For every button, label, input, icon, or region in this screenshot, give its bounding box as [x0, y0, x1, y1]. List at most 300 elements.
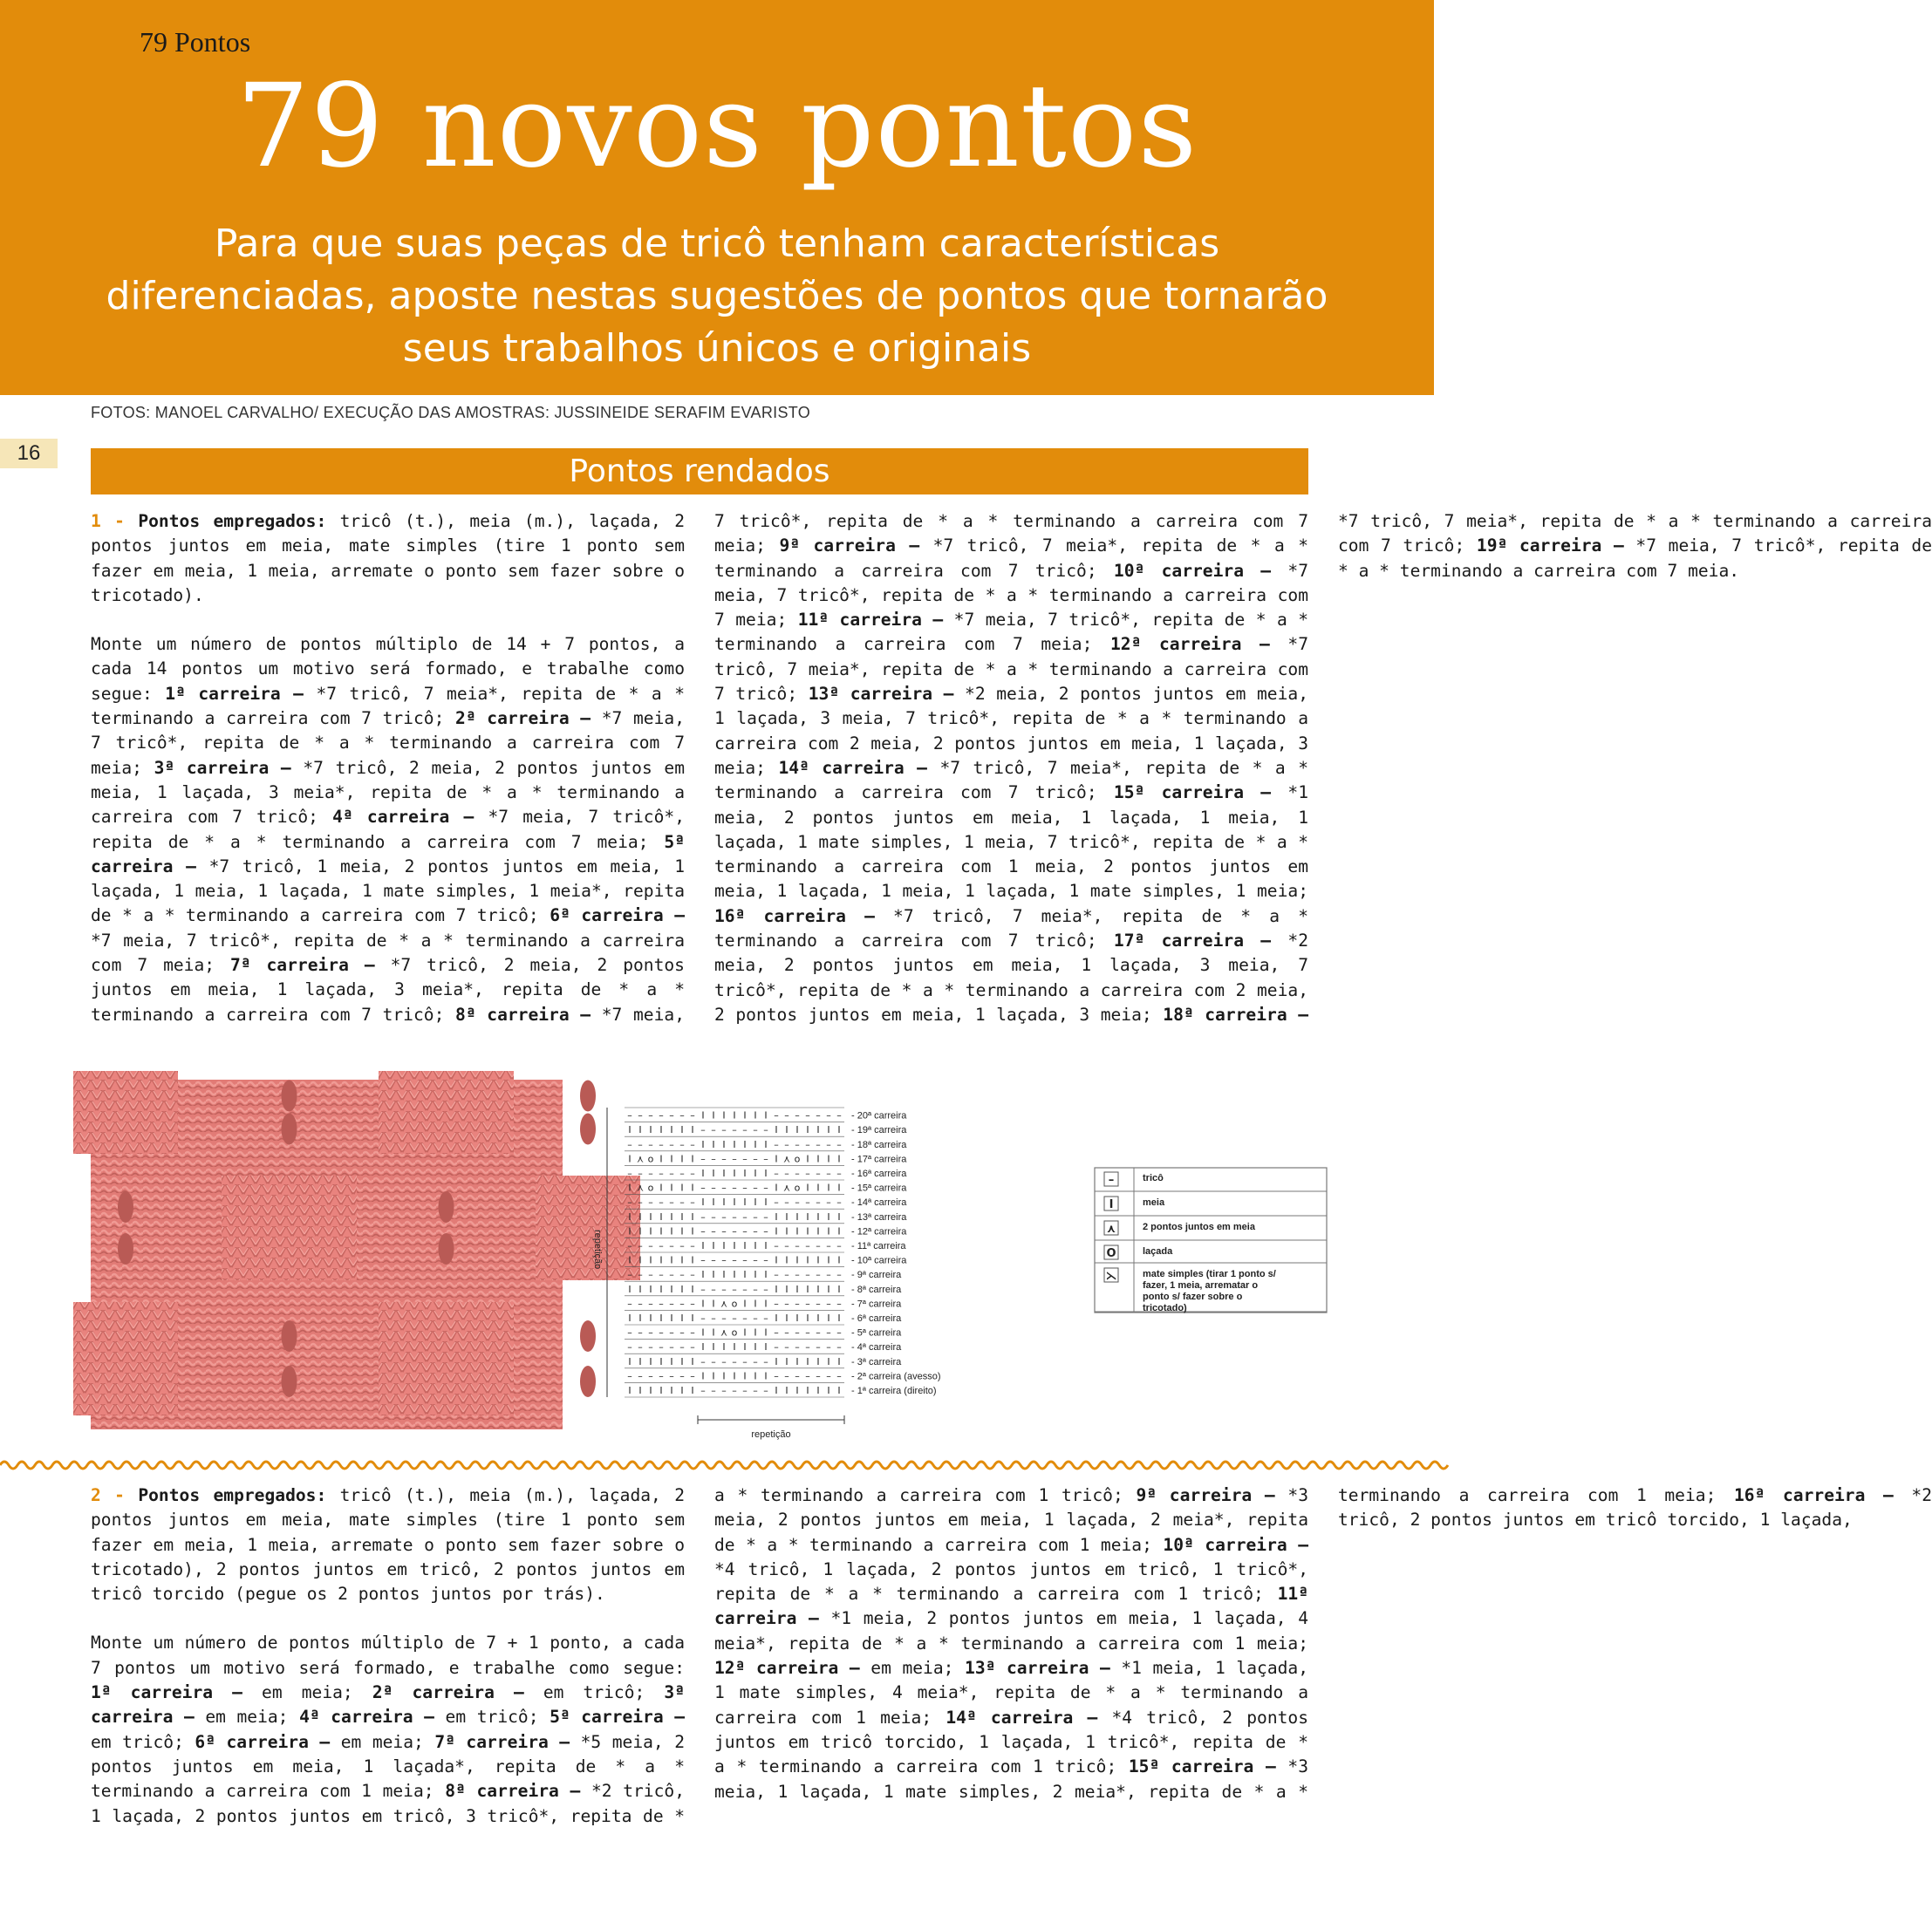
chart-stitch-symbol: ⋏: [720, 1326, 728, 1339]
chart-stitch-symbol: –: [690, 1341, 695, 1354]
chart-stitch-symbol: I: [649, 1254, 652, 1266]
chart-row-label: - 13ª carreira: [851, 1211, 907, 1223]
chart-stitch-symbol: I: [743, 1298, 747, 1310]
chart-stitch-symbol: I: [816, 1254, 820, 1266]
chart-stitch-symbol: –: [784, 1240, 789, 1251]
chart-stitch-symbol: ⋏: [782, 1153, 791, 1165]
chart-stitch-symbol: –: [711, 1182, 716, 1194]
row-label: 16ª carreira –: [1734, 1485, 1894, 1505]
instruction-text: *3 meia, 1 laçada, 1 mate simples, 2 meia*, repita de * a * terminando a carreira com 1 meia;: [714, 1485, 1734, 1802]
chart-stitch-symbol: –: [784, 1109, 789, 1122]
instruction-text: *1 meia, 2 pontos juntos em meia, 1 laçada, 1 meia, 1 laçada, 1 mate simples, 1 meia, 7 tricô*, repita de * a * terminando a carreira com 1 meia, 2 pontos juntos em meia, 1 laçada, 1 meia, 1 laçada, 1 mate simples, 1 meia;: [714, 782, 1308, 902]
chart-stitch-symbol: I: [827, 1254, 830, 1266]
instruction-text: em meia;: [194, 1707, 300, 1728]
instruction-text: *7 tricô, 7 meia*, repita de * a * terminando a carreira com 7 tricô;: [1338, 511, 1932, 556]
legend-symbol: I: [1109, 1198, 1114, 1211]
chart-stitch-symbol: –: [627, 1341, 632, 1354]
chart-stitch-symbol: –: [826, 1298, 831, 1310]
pattern-number: 1 -: [91, 511, 125, 531]
chart-stitch-symbol: –: [836, 1138, 842, 1150]
row-label: 13ª carreira –: [808, 684, 954, 705]
chart-stitch-symbol: –: [742, 1254, 748, 1266]
chart-stitch-symbol: I: [628, 1210, 631, 1223]
chart-stitch-symbol: –: [795, 1370, 800, 1382]
chart-stitch-symbol: I: [659, 1210, 663, 1223]
lace-eyelet: [118, 1233, 133, 1265]
chart-stitch-symbol: I: [775, 1385, 778, 1396]
chart-stitch-symbol: I: [638, 1313, 642, 1324]
pattern-1-text: [91, 509, 1932, 1050]
materials-label: Pontos empregados:: [138, 1485, 327, 1505]
instruction-text: em tricô;: [434, 1707, 550, 1728]
chart-stitch-symbol: –: [627, 1138, 632, 1150]
chart-stitch-symbol: –: [711, 1313, 716, 1324]
chart-stitch-symbol: I: [659, 1283, 663, 1295]
chart-stitch-symbol: –: [826, 1168, 831, 1179]
chart-stitch-symbol: –: [700, 1182, 706, 1194]
subtitle-line: diferenciadas, aposte nestas sugestões de pontos que tornarão: [106, 274, 1328, 318]
legend-symbol: O: [1106, 1247, 1116, 1260]
chart-stitch-symbol: I: [691, 1225, 694, 1238]
chart-stitch-symbol: –: [774, 1168, 779, 1179]
chart-stitch-symbol: –: [732, 1210, 737, 1223]
chart-stitch-symbol: I: [775, 1182, 778, 1194]
knit-sample-photo: [91, 1080, 563, 1429]
chart-stitch-symbol: –: [795, 1138, 800, 1150]
knit-stockinette-block: [379, 1071, 514, 1154]
chart-stitch-symbol: –: [638, 1341, 643, 1354]
chart-stitch-symbol: –: [711, 1124, 716, 1136]
chart-stitch-symbol: I: [691, 1254, 694, 1266]
chart-stitch-symbol: I: [806, 1124, 809, 1136]
legend-label: 2 pontos juntos em meia: [1143, 1222, 1255, 1232]
chart-stitch-symbol: –: [679, 1168, 685, 1179]
chart-stitch-symbol: –: [753, 1182, 758, 1194]
row-label: 6ª carreira –: [195, 1731, 331, 1752]
chart-stitch-symbol: –: [732, 1355, 737, 1367]
chart-stitch-symbol: –: [669, 1109, 674, 1122]
chart-stitch-symbol: I: [837, 1313, 841, 1324]
chart-stitch-symbol: –: [659, 1341, 664, 1354]
chart-stitch-symbol: –: [721, 1153, 727, 1165]
chart-stitch-symbol: –: [648, 1109, 653, 1122]
chart-stitch-symbol: I: [649, 1355, 652, 1367]
chart-stitch-symbol: –: [700, 1355, 706, 1367]
chart-stitch-symbol: –: [753, 1385, 758, 1396]
chart-stitch-symbol: I: [743, 1240, 747, 1251]
chart-stitch-symbol: I: [816, 1182, 820, 1194]
chart-stitch-symbol: –: [784, 1298, 789, 1310]
chart-stitch-symbol: I: [743, 1269, 747, 1281]
instruction-text: em meia;: [859, 1658, 966, 1679]
chart-stitch-symbol: –: [659, 1298, 664, 1310]
chart-stitch-symbol: –: [690, 1109, 695, 1122]
chart-stitch-symbol: –: [669, 1341, 674, 1354]
chart-stitch-symbol: I: [837, 1225, 841, 1238]
chart-stitch-symbol: I: [827, 1283, 830, 1295]
chart-stitch-symbol: I: [680, 1313, 684, 1324]
chart-stitch-symbol: I: [795, 1385, 799, 1396]
legend-symbol: –: [1108, 1174, 1115, 1187]
chart-stitch-symbol: I: [795, 1355, 799, 1367]
chart-stitch-symbol: I: [701, 1269, 705, 1281]
chart-stitch-symbol: –: [795, 1240, 800, 1251]
chart-stitch-symbol: I: [775, 1355, 778, 1367]
chart-stitch-symbol: –: [711, 1153, 716, 1165]
chart-stitch-symbol: I: [806, 1313, 809, 1324]
chart-stitch-symbol: I: [680, 1355, 684, 1367]
chart-stitch-symbol: –: [826, 1269, 831, 1281]
legend-symbol: ⋏: [1106, 1223, 1116, 1236]
chart-stitch-symbol: –: [805, 1298, 810, 1310]
chart-stitch-symbol: –: [784, 1269, 789, 1281]
chart-stitch-symbol: –: [638, 1326, 643, 1339]
subtitle-line: seus trabalhos únicos e originais: [402, 326, 1032, 371]
instruction-text: em tricô;: [91, 1731, 195, 1752]
chart-stitch-symbol: –: [763, 1313, 768, 1324]
chart-stitch-symbol: I: [691, 1313, 694, 1324]
chart-stitch-symbol: I: [638, 1355, 642, 1367]
chart-stitch-symbol: –: [721, 1210, 727, 1223]
instruction-text: *7 tricô, 1 meia, 2 pontos juntos em meia, 1 laçada, 1 meia, 1 laçada, 1 mate simples, 1 meia*, repita de * a * terminando a carreira com 7 tricô;: [91, 856, 685, 926]
chart-stitch-symbol: I: [764, 1168, 768, 1179]
chart-stitch-symbol: –: [690, 1370, 695, 1382]
chart-stitch-symbol: –: [690, 1240, 695, 1251]
row-label: 7ª carreira –: [229, 955, 375, 976]
chart-stitch-symbol: ⋏: [782, 1182, 791, 1194]
chart-stitch-symbol: –: [742, 1182, 748, 1194]
row-label: 14ª carreira –: [946, 1707, 1098, 1728]
chart-stitch-symbol: I: [743, 1138, 747, 1150]
chart-stitch-symbol: I: [733, 1341, 736, 1354]
legend-label: tricô: [1143, 1173, 1164, 1183]
chart-stitch-symbol: I: [628, 1182, 631, 1194]
chart-stitch-symbol: I: [638, 1254, 642, 1266]
chart-stitch-symbol: I: [816, 1153, 820, 1165]
chart-stitch-symbol: I: [827, 1225, 830, 1238]
instruction-text: *4 tricô, 2 pontos juntos em tricô torcido, 1 laçada, 1 tricô*, repita de * a * terminando a carreira com 1 tricô;: [714, 1707, 1309, 1777]
chart-stitch-symbol: –: [679, 1269, 685, 1281]
chart-stitch-symbol: –: [836, 1370, 842, 1382]
chart-stitch-symbol: I: [743, 1197, 747, 1209]
chart-stitch-symbol: –: [659, 1370, 664, 1382]
chart-stitch-symbol: I: [754, 1298, 757, 1310]
chart-stitch-symbol: I: [837, 1182, 841, 1194]
lace-eyelet: [282, 1366, 297, 1397]
instruction-text: em meia;: [330, 1731, 435, 1752]
chart-stitch-symbol: –: [795, 1168, 800, 1179]
chart-stitch-symbol: I: [743, 1326, 747, 1339]
chart-stitch-symbol: –: [638, 1269, 643, 1281]
chart-stitch-symbol: I: [638, 1385, 642, 1396]
chart-stitch-symbol: I: [775, 1124, 778, 1136]
chart-stitch-symbol: I: [785, 1225, 789, 1238]
chart-row-label: - 10ª carreira: [851, 1255, 907, 1266]
lace-eyelet: [282, 1320, 297, 1352]
chart-stitch-symbol: –: [669, 1138, 674, 1150]
chart-row-label: - 9ª carreira: [851, 1270, 902, 1281]
chart-stitch-symbol: –: [784, 1370, 789, 1382]
chart-stitch-symbol: I: [754, 1341, 757, 1354]
knit-stockinette-block: [379, 1302, 514, 1415]
instruction-text: *2 tricô, 1 laçada, 2 pontos juntos em tricô, 3 tricô*, repita de * a * terminando a carreira com 1 tricô;: [91, 1485, 1137, 1826]
chart-stitch-symbol: I: [659, 1182, 663, 1194]
chart-stitch-symbol: I: [670, 1254, 673, 1266]
photo-credits: FOTOS: MANOEL CARVALHO/ EXECUÇÃO DAS AMOSTRAS: JUSSINEIDE SERAFIM EVARISTO: [91, 404, 811, 421]
chart-stitch-symbol: o: [731, 1298, 738, 1310]
instruction-text: *7 meia, 7 tricô*, repita de * a * terminando a carreira com 7 meia;: [91, 807, 685, 852]
chart-stitch-symbol: –: [648, 1269, 653, 1281]
chart-stitch-symbol: –: [679, 1109, 685, 1122]
chart-stitch-symbol: I: [764, 1109, 768, 1122]
chart-stitch-symbol: –: [690, 1168, 695, 1179]
chart-stitch-symbol: –: [763, 1124, 768, 1136]
chart-stitch-symbol: –: [669, 1240, 674, 1251]
chart-stitch-symbol: I: [701, 1326, 705, 1339]
chart-stitch-symbol: I: [628, 1124, 631, 1136]
chart-stitch-symbol: I: [649, 1210, 652, 1223]
chart-row-label: - 6ª carreira: [851, 1313, 902, 1324]
lace-eyelet: [439, 1233, 454, 1265]
row-label: 19ª carreira –: [1476, 535, 1624, 556]
chart-stitch-symbol: –: [690, 1298, 695, 1310]
row-label: 11ª carreira –: [797, 610, 944, 631]
chart-stitch-symbol: –: [627, 1168, 632, 1179]
chart-stitch-symbol: I: [837, 1210, 841, 1223]
chart-stitch-symbol: I: [795, 1124, 799, 1136]
chart-stitch-symbol: I: [680, 1283, 684, 1295]
chart-row-label: - 8ª carreira: [851, 1284, 902, 1295]
chart-stitch-symbol: I: [764, 1341, 768, 1354]
chart-stitch-symbol: I: [670, 1355, 673, 1367]
chart-stitch-symbol: –: [742, 1210, 748, 1223]
lace-eyelet: [439, 1191, 454, 1223]
row-label: 4ª carreira –: [332, 807, 474, 828]
chart-stitch-symbol: –: [711, 1225, 716, 1238]
chart-stitch-symbol: I: [733, 1109, 736, 1122]
chart-stitch-symbol: –: [795, 1298, 800, 1310]
chart-stitch-symbol: I: [816, 1355, 820, 1367]
chart-stitch-symbol: I: [754, 1240, 757, 1251]
chart-stitch-symbol: –: [659, 1109, 664, 1122]
chart-stitch-symbol: –: [627, 1298, 632, 1310]
row-label: 15ª carreira –: [1128, 1756, 1276, 1777]
chart-stitch-symbol: I: [638, 1283, 642, 1295]
chart-stitch-symbol: –: [669, 1326, 674, 1339]
chart-stitch-symbol: –: [816, 1240, 821, 1251]
chart-stitch-symbol: I: [837, 1355, 841, 1367]
chart-row-label: - 15ª carreira: [851, 1183, 907, 1194]
chart-stitch-symbol: o: [731, 1326, 738, 1339]
chart-stitch-symbol: –: [816, 1326, 821, 1339]
chart-stitch-symbol: –: [753, 1225, 758, 1238]
instruction-text: *7 tricô, 7 meia*, repita de * a * terminando a carreira com 7 tricô;: [714, 757, 1308, 803]
chart-stitch-symbol: –: [732, 1254, 737, 1266]
row-label: 10ª carreira –: [1113, 560, 1272, 581]
instruction-text: *7 tricô, 2 meia, 2 pontos juntos em meia, 1 laçada, 3 meia*, repita de * a * terminando a carreira com 7 tricô;: [91, 757, 686, 828]
chart-stitch-symbol: –: [774, 1197, 779, 1209]
chart-stitch-symbol: –: [753, 1153, 758, 1165]
chart-stitch-symbol: I: [775, 1254, 778, 1266]
chart-stitch-symbol: I: [712, 1240, 715, 1251]
row-label: 2ª carreira –: [455, 708, 591, 729]
chart-stitch-symbol: –: [711, 1210, 716, 1223]
chart-stitch-symbol: I: [754, 1197, 757, 1209]
chart-stitch-symbol: –: [648, 1298, 653, 1310]
row-label: 2ª carreira –: [372, 1682, 524, 1703]
chart-stitch-symbol: –: [784, 1138, 789, 1150]
chart-stitch-symbol: I: [806, 1210, 809, 1223]
instruction-text: *7 meia, 7 tricô*, repita de * a * terminando a carreira com 7 meia;: [91, 708, 685, 778]
chart-stitch-symbol: I: [785, 1254, 789, 1266]
chart-stitch-symbol: –: [690, 1269, 695, 1281]
chart-row-label: - 5ª carreira: [851, 1327, 902, 1339]
chart-row-label: - 4ª carreira: [851, 1342, 902, 1354]
chart-stitch-symbol: –: [700, 1385, 706, 1396]
instruction-text: *1 meia, 1 laçada, 1 mate simples, 4 meia*, repita de * a * terminando a carreira com 1 meia;: [714, 1658, 1309, 1728]
stitch-chart-1: [576, 1097, 1064, 1440]
instruction-text: Monte um número de pontos múltiplo de 14 + 7 pontos, a cada 14 pontos um motivo será formado, e trabalhe como segue:: [91, 634, 685, 704]
chart-stitch-symbol: –: [627, 1326, 632, 1339]
chart-stitch-symbol: I: [837, 1124, 841, 1136]
chart-stitch-symbol: I: [733, 1370, 736, 1382]
chart-stitch-symbol: –: [679, 1138, 685, 1150]
row-label: 9ª carreira –: [779, 535, 920, 556]
chart-stitch-symbol: –: [732, 1385, 737, 1396]
chart-stitch-symbol: I: [712, 1341, 715, 1354]
chart-stitch-symbol: I: [691, 1210, 694, 1223]
chart-stitch-symbol: ⋏: [720, 1298, 728, 1310]
chart-stitch-symbol: –: [753, 1124, 758, 1136]
chart-stitch-symbol: –: [669, 1168, 674, 1179]
chart-stitch-symbol: I: [701, 1240, 705, 1251]
knit-stockinette-block: [222, 1176, 357, 1280]
chart-stitch-symbol: I: [775, 1225, 778, 1238]
instruction-text: *7 tricô, 7 meia*, repita de * a * terminando a carreira com 7 tricô;: [714, 634, 1309, 705]
chart-stitch-symbol: I: [785, 1385, 789, 1396]
row-label: 17ª carreira –: [1113, 931, 1272, 951]
chart-stitch-symbol: I: [712, 1326, 715, 1339]
chart-stitch-symbol: I: [712, 1197, 715, 1209]
chart-stitch-symbol: I: [827, 1124, 830, 1136]
chart-stitch-symbol: I: [806, 1225, 809, 1238]
chart-stitch-symbol: I: [837, 1254, 841, 1266]
chart-stitch-symbol: I: [806, 1355, 809, 1367]
lace-eyelet: [282, 1114, 297, 1145]
chart-stitch-symbol: –: [816, 1269, 821, 1281]
chart-stitch-symbol: I: [827, 1182, 830, 1194]
chart-row-label: - 18ª carreira: [851, 1139, 907, 1150]
pattern-2-text: [91, 1483, 1932, 1832]
chart-stitch-symbol: I: [806, 1182, 809, 1194]
chart-stitch-symbol: –: [816, 1298, 821, 1310]
chart-stitch-symbol: –: [648, 1197, 653, 1209]
chart-stitch-symbol: –: [795, 1109, 800, 1122]
chart-stitch-symbol: I: [628, 1254, 631, 1266]
chart-row-label: - 11ª carreira: [851, 1241, 906, 1251]
chart-stitch-symbol: –: [805, 1138, 810, 1150]
chart-stitch-symbol: –: [784, 1197, 789, 1209]
chart-stitch-symbol: –: [638, 1298, 643, 1310]
chart-stitch-symbol: –: [784, 1168, 789, 1179]
chart-stitch-symbol: I: [691, 1182, 694, 1194]
chart-stitch-symbol: I: [691, 1153, 694, 1165]
chart-stitch-symbol: –: [805, 1326, 810, 1339]
chart-stitch-symbol: I: [827, 1355, 830, 1367]
chart-stitch-symbol: I: [806, 1254, 809, 1266]
chart-stitch-symbol: I: [795, 1254, 799, 1266]
row-label: 16ª carreira –: [714, 905, 875, 926]
chart-stitch-symbol: –: [795, 1269, 800, 1281]
chart-stitch-symbol: I: [733, 1168, 736, 1179]
chart-stitch-symbol: –: [627, 1370, 632, 1382]
chart-stitch-symbol: I: [722, 1240, 726, 1251]
chart-stitch-symbol: –: [763, 1225, 768, 1238]
chart-stitch-symbol: –: [627, 1240, 632, 1251]
chart-row-label: - 1ª carreira (direito): [851, 1386, 937, 1396]
materials-label: Pontos empregados:: [138, 511, 327, 531]
chart-stitch-symbol: –: [742, 1283, 748, 1295]
chart-stitch-symbol: I: [680, 1182, 684, 1194]
chart-stitch-symbol: –: [732, 1283, 737, 1295]
chart-stitch-symbol: –: [774, 1298, 779, 1310]
chart-stitch-symbol: –: [805, 1370, 810, 1382]
chart-stitch-symbol: –: [742, 1355, 748, 1367]
legend-symbol: ⋋: [1105, 1270, 1117, 1283]
chart-stitch-symbol: –: [659, 1197, 664, 1209]
chart-stitch-symbol: I: [701, 1298, 705, 1310]
row-label: 10ª carreira –: [1163, 1534, 1309, 1555]
chart-stitch-symbol: –: [627, 1269, 632, 1281]
chart-stitch-symbol: –: [763, 1283, 768, 1295]
chart-stitch-symbol: –: [836, 1240, 842, 1251]
instruction-text: *2 meia, 2 pontos juntos em meia, 1 laçada, 3 meia, 7 tricô*, repita de * a * terminando a carreira com 2 meia, 2 pontos juntos em meia, 1 laçada, 3 meia;: [714, 684, 1308, 778]
chart-stitch-symbol: I: [816, 1210, 820, 1223]
chart-stitch-symbol: –: [721, 1124, 727, 1136]
legend-label: laçada: [1143, 1246, 1173, 1257]
chart-stitch-symbol: I: [659, 1254, 663, 1266]
chart-stitch-symbol: I: [827, 1313, 830, 1324]
chart-stitch-symbol: –: [711, 1385, 716, 1396]
chart-stitch-symbol: I: [795, 1210, 799, 1223]
chart-stitch-symbol: –: [638, 1197, 643, 1209]
instruction-text: em meia;: [242, 1682, 372, 1703]
instruction-text: Monte um número de pontos múltiplo de 7 + 1 ponto, a cada 7 pontos um motivo será formado, e trabalhe como segue:: [91, 1633, 685, 1678]
chart-stitch-symbol: –: [816, 1370, 821, 1382]
chart-stitch-symbol: I: [733, 1197, 736, 1209]
chart-stitch-symbol: I: [659, 1313, 663, 1324]
chart-stitch-symbol: –: [732, 1182, 737, 1194]
chart-stitch-symbol: I: [754, 1138, 757, 1150]
knit-stockinette-block: [73, 1071, 178, 1154]
chart-stitch-symbol: –: [732, 1124, 737, 1136]
chart-stitch-symbol: I: [722, 1341, 726, 1354]
chart-stitch-symbol: –: [774, 1341, 779, 1354]
row-label: 6ª carreira –: [550, 905, 686, 926]
instruction-text: *3 meia, 2 pontos juntos em meia, 1 laçada, 2 meia*, repita de * a * terminando a carreira com 1 meia;: [714, 1485, 1309, 1555]
chart-stitch-symbol: I: [785, 1283, 789, 1295]
chart-stitch-symbol: I: [638, 1124, 642, 1136]
chart-stitch-symbol: –: [826, 1109, 831, 1122]
chart-row-label: - 17ª carreira: [851, 1154, 907, 1165]
chart-stitch-symbol: –: [700, 1210, 706, 1223]
wavy-divider: [0, 1455, 1434, 1476]
row-label: 3ª carreira –: [91, 1682, 686, 1728]
chart-stitch-symbol: I: [754, 1269, 757, 1281]
instruction-text: *7 tricô, 7 meia*, repita de * a * terminando a carreira com 7 tricô;: [91, 683, 685, 729]
chart-row-label: - 2ª carreira (avesso): [851, 1371, 941, 1382]
chart-stitch-symbol: –: [721, 1225, 727, 1238]
